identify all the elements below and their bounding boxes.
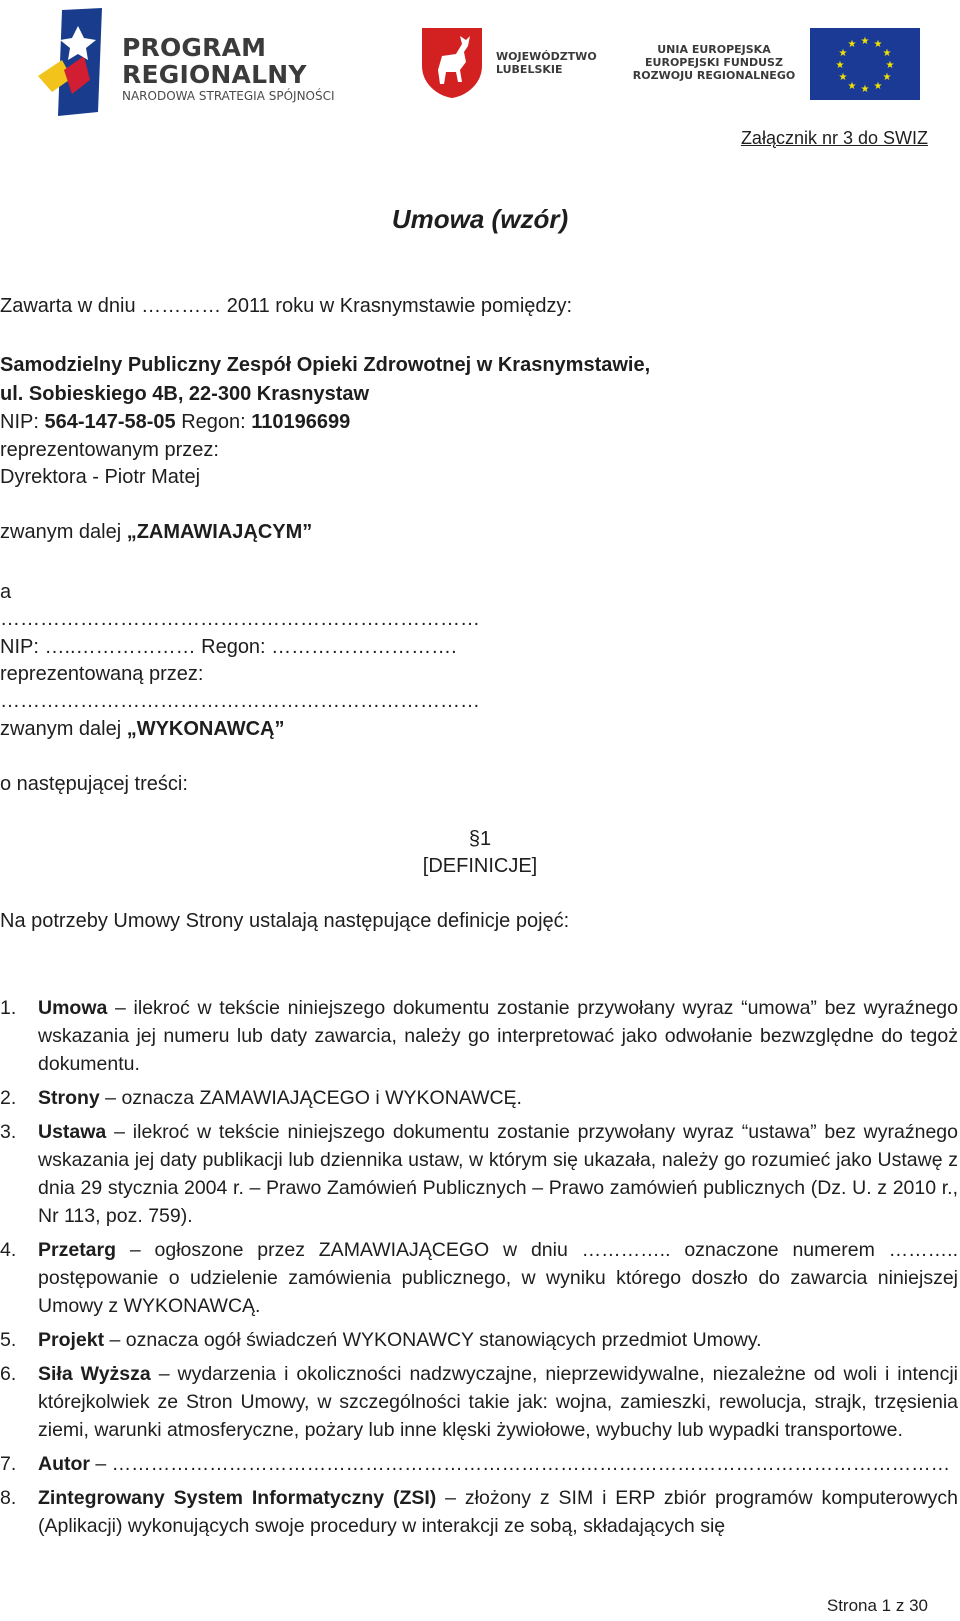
svg-text:★: ★ <box>882 72 892 83</box>
list-item <box>0 1450 958 1478</box>
region-line2: LUBELSKIE <box>496 63 563 76</box>
item-text: – ilekroć w tekście niniejszego dokumentu zostanie przywołany wyraz “umowa” bez wyraźnego wskazania jej numeru lub daty zawarcia, należy go interpretować jako odwołanie bezwzględne do tegoż dokumentu. <box>38 997 958 1075</box>
item-number: 5. <box>0 1329 17 1351</box>
svg-text:★: ★ <box>860 36 870 47</box>
program-regionalny-logo-icon <box>38 8 118 118</box>
called-prefix: zwanym dalej <box>0 521 127 543</box>
definitions-list <box>0 994 958 1546</box>
item-text: – ogłoszone przez ZAMAWIAJĄCEGO w dniu ………….. oznaczone numerem ……….. postępowanie o udzielenie zamówienia publicznego, w wyniku którego doszło do zawarcia niniejszej Umowy z WYKONAWCĄ. <box>38 1239 958 1317</box>
nip-label: NIP: <box>0 411 45 433</box>
nip-value: 564-147-58-05 <box>44 411 176 433</box>
item-text: – złożony z SIM i ERP zbiór programów komputerowych (Aplikacji) wykonujących swoje procedury w interakcji ze sobą, składających się <box>38 1487 959 1537</box>
party1-name-line2: ul. Sobieskiego 4B, 22-300 Krasnystaw <box>0 383 370 405</box>
section-number: §1 <box>468 828 492 850</box>
item-number: 3. <box>0 1121 17 1143</box>
called-name: „WYKONAWCĄ” <box>126 718 285 740</box>
intro-line: Zawarta w dniu ………… 2011 roku w Krasnymstawie pomiędzy: <box>0 295 573 317</box>
party1-called <box>0 519 312 545</box>
item-term: Autor <box>38 1453 90 1475</box>
svg-text:★: ★ <box>860 84 870 95</box>
page-number: Strona 1 z 30 <box>826 1596 928 1615</box>
item-term: Zintegrowany System Informatyczny (ZSI) <box>38 1487 437 1509</box>
party2-nip-regon: NIP: …..……………… Regon: ………………………. <box>0 636 457 658</box>
regon-value: 110196699 <box>251 411 351 433</box>
svg-text:★: ★ <box>847 39 857 50</box>
svg-text:★: ★ <box>873 39 883 50</box>
item-text: – ………………………………………………………………………………………………………………… <box>90 1453 951 1475</box>
eu-fund-text <box>630 43 798 82</box>
list-item <box>0 994 958 1078</box>
svg-text:★: ★ <box>838 48 848 59</box>
list-item <box>0 1360 958 1444</box>
eu-line3: ROZWOJU REGIONALNEGO <box>632 69 796 82</box>
program-line1: PROGRAM <box>122 33 267 62</box>
and-word: a <box>0 581 12 603</box>
wojewodztwo-text <box>496 50 597 76</box>
party2-dots2: ……………………………………………………………… <box>0 690 480 712</box>
eu-line2: EUROPEJSKI FUNDUSZ <box>645 56 783 69</box>
called-prefix: zwanym dalej <box>0 718 127 740</box>
item-text: – oznacza ZAMAWIAJĄCEGO i WYKONAWCĘ. <box>99 1087 522 1109</box>
list-item <box>0 1484 958 1540</box>
lubelskie-coat-of-arms-icon <box>420 26 484 100</box>
program-regionalny-text <box>122 34 335 104</box>
party1-director: Dyrektora - Piotr Matej <box>0 466 201 488</box>
eu-flag-icon <box>810 28 920 100</box>
item-term: Siła Wyższa <box>38 1363 151 1385</box>
program-line2: REGIONALNY <box>122 60 307 89</box>
document-header <box>0 0 960 125</box>
party1-name-line1: Samodzielny Publiczny Zespół Opieki Zdrowotnej w Krasnymstawie, <box>0 354 651 376</box>
content-intro: o następującej treści: <box>0 773 188 795</box>
item-number: 7. <box>0 1453 17 1475</box>
region-line1: WOJEWÓDZTWO <box>496 50 597 63</box>
party2-dots: ……………………………………………………………… <box>0 608 480 630</box>
party1-ids <box>0 409 350 435</box>
svg-text:★: ★ <box>847 81 857 92</box>
item-term: Strony <box>38 1087 100 1109</box>
item-term: Umowa <box>38 997 108 1019</box>
svg-text:★: ★ <box>882 48 892 59</box>
annex-label: Załącznik nr 3 do SWIZ <box>740 128 928 148</box>
definitions-intro: Na potrzeby Umowy Strony ustalają następujące definicje pojęć: <box>0 910 570 932</box>
item-text: – ilekroć w tekście niniejszego dokumentu zostanie przywołany wyraz “ustawa” bez wyraźnego wskazania jej daty publikacji lub dziennika ustaw, w którym się ukazała, należy go rozumieć jako Ustawę z dnia 29 stycznia 2004 r. – Prawo Zamówień Publicznych – Prawo zamówień publicznych (Dz. U. z 2010 r., Nr 113, poz. 759). <box>38 1121 958 1227</box>
item-number: 8. <box>0 1487 17 1509</box>
party2-represented: reprezentowaną przez: <box>0 663 204 685</box>
document-title: Umowa (wzór) <box>391 204 569 234</box>
party2-called <box>0 716 284 742</box>
svg-text:★: ★ <box>885 60 895 71</box>
item-text: – oznacza ogół świadczeń WYKONAWCY stanowiących przedmiot Umowy. <box>104 1329 762 1351</box>
list-item <box>0 1118 958 1230</box>
item-number: 1. <box>0 997 17 1019</box>
svg-text:★: ★ <box>835 60 845 71</box>
item-number: 6. <box>0 1363 17 1385</box>
item-term: Przetarg <box>38 1239 117 1261</box>
list-item <box>0 1326 958 1354</box>
program-line3: NARODOWA STRATEGIA SPÓJNOŚCI <box>122 89 335 103</box>
item-number: 4. <box>0 1239 17 1261</box>
called-name: „ZAMAWIAJĄCYM” <box>126 521 313 543</box>
svg-text:★: ★ <box>838 72 848 83</box>
list-item <box>0 1236 958 1320</box>
party1-represented: reprezentowanym przez: <box>0 439 219 461</box>
item-term: Projekt <box>38 1329 105 1351</box>
section-heading: [DEFINICJE] <box>422 855 538 877</box>
svg-text:★: ★ <box>873 81 883 92</box>
item-term: Ustawa <box>38 1121 107 1143</box>
item-number: 2. <box>0 1087 17 1109</box>
regon-label: Regon: <box>175 411 252 433</box>
eu-line1: UNIA EUROPEJSKA <box>657 43 771 56</box>
list-item <box>0 1084 958 1112</box>
item-text: – wydarzenia i okoliczności nadzwyczajne, nieprzewidywalne, niezależne od woli i intencji którejkolwiek ze Stron Umowy, w szczególności takie jak: wojna, zamieszki, rewolucja, strajk, trzęsienia ziemi, warunki atmosferyczne, pożary lub inne klęski żywiołowe, wybuchy lub wypadki transportowe. <box>38 1363 958 1441</box>
